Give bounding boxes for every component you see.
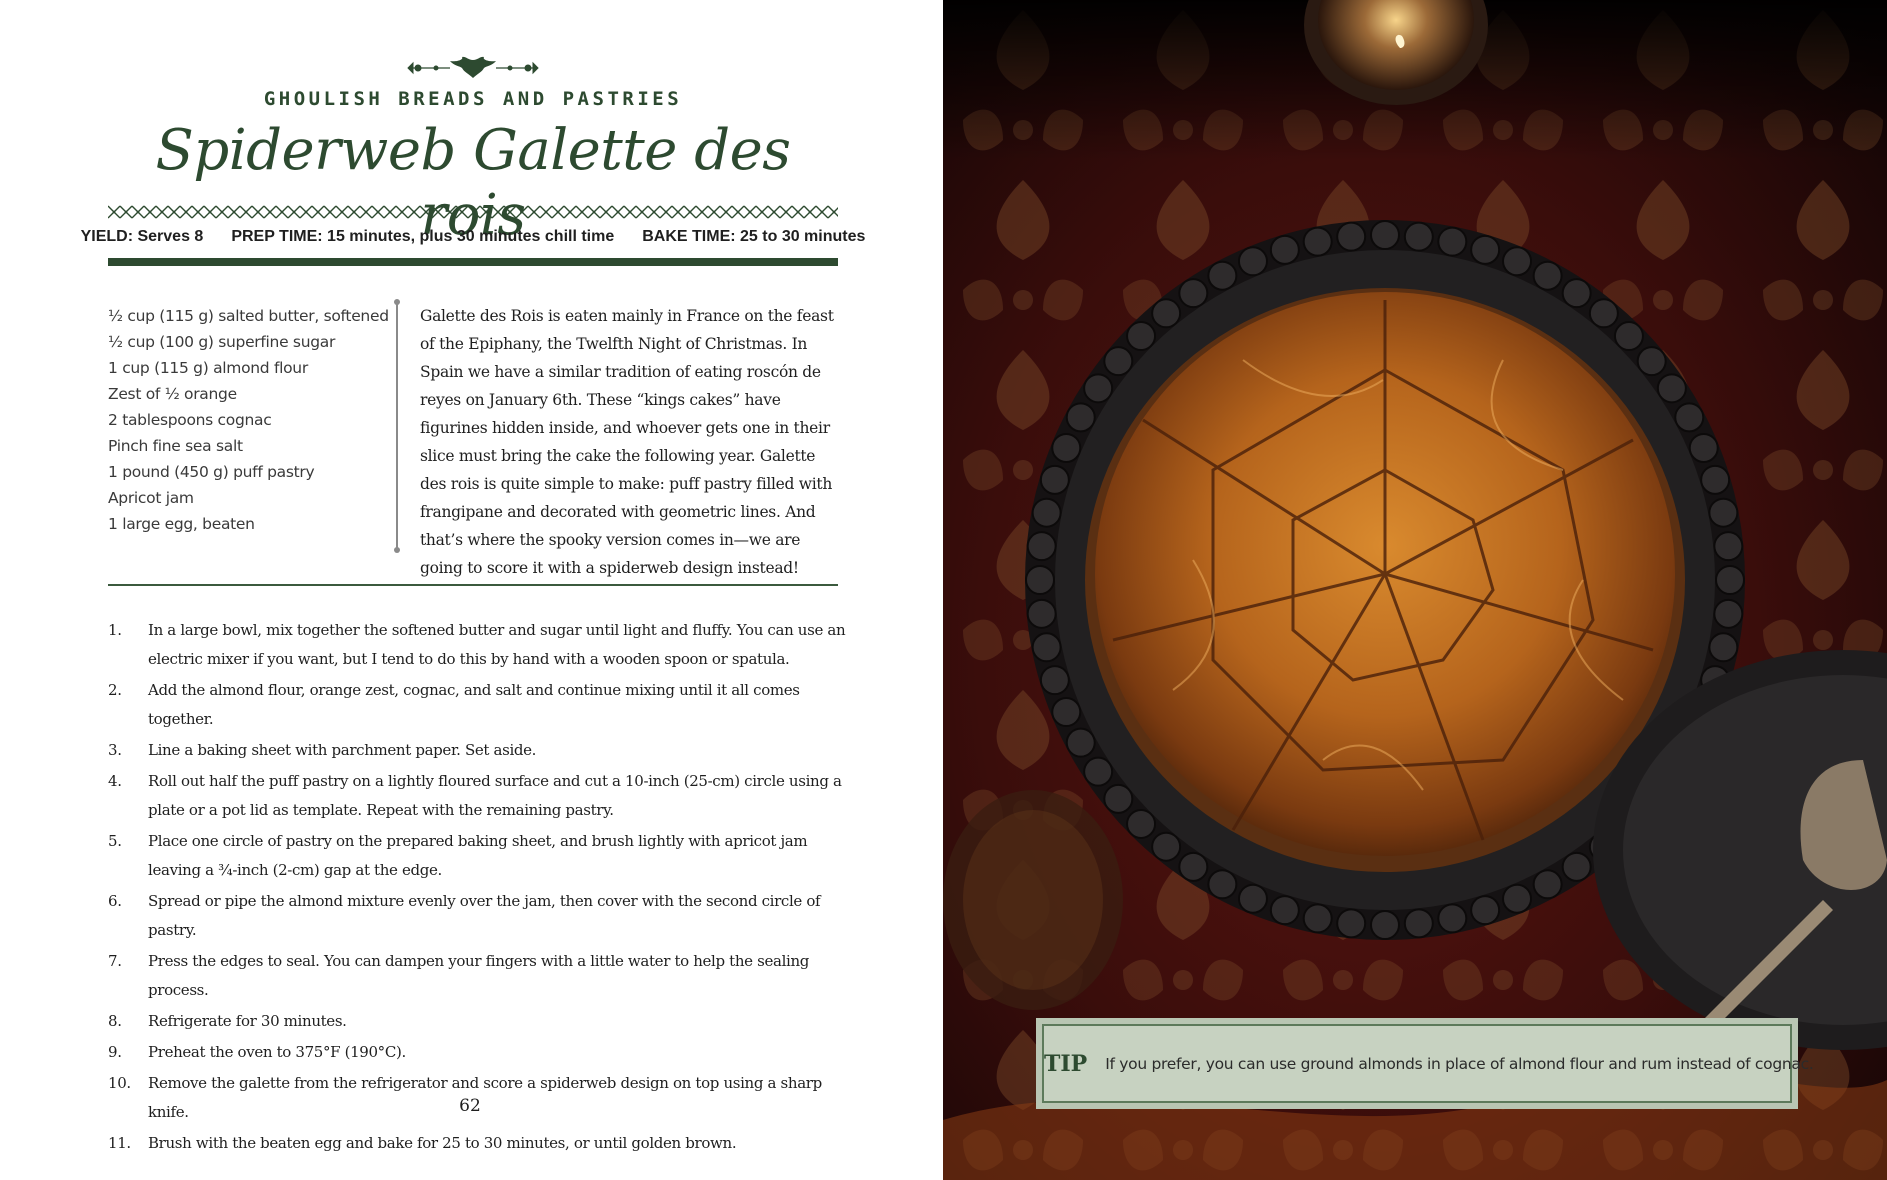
tray-bead xyxy=(1067,729,1095,757)
meta-divider xyxy=(108,258,838,266)
step-text: Refrigerate for 30 minutes. xyxy=(148,1012,347,1030)
step-text: Preheat the oven to 375°F (190°C). xyxy=(148,1043,406,1061)
ingredient-item: 1 large egg, beaten xyxy=(108,515,255,533)
tray-bead xyxy=(1563,279,1591,307)
recipe-page xyxy=(0,0,943,1180)
tray-bead xyxy=(1534,870,1562,898)
tray-bead xyxy=(1152,833,1180,861)
step-number: 4. xyxy=(108,772,122,790)
step-item xyxy=(108,1129,848,1158)
step-item xyxy=(108,736,848,765)
step-text: Remove the galette from the refrigerator and score a spiderweb design on top using a sharp knife. xyxy=(148,1074,822,1121)
tray-bead xyxy=(1304,228,1332,256)
tray-bead xyxy=(1033,499,1061,527)
tray-bead xyxy=(1041,666,1069,694)
method-steps xyxy=(108,616,848,1160)
step-item xyxy=(108,887,848,945)
tray-bead xyxy=(1127,810,1155,838)
tray-bead xyxy=(1271,896,1299,924)
step-number: 5. xyxy=(108,832,122,850)
tray-bead xyxy=(1084,374,1112,402)
tray-bead xyxy=(1709,499,1737,527)
ingredient-item: ½ cup (115 g) salted butter, softened xyxy=(108,307,389,325)
tray-bead xyxy=(1052,434,1080,462)
bat-ornament-icon xyxy=(404,54,542,82)
tray-bead xyxy=(1041,466,1069,494)
step-text: Place one circle of pastry on the prepared baking sheet, and brush lightly with apricot jam leaving a ¾-inch (2-cm) gap at the edge. xyxy=(148,832,808,879)
tray-bead xyxy=(1104,347,1132,375)
tray-bead xyxy=(1690,434,1718,462)
bake-time-text: BAKE TIME: 25 to 30 minutes xyxy=(642,228,866,245)
galette-photo xyxy=(943,0,1887,1180)
tray-bead xyxy=(1714,532,1742,560)
step-item xyxy=(108,947,848,1005)
step-item xyxy=(108,676,848,734)
intro-paragraph: Galette des Rois is eaten mainly in France on the feast of the Epiphany, the Twelfth Night of Christmas. In Spain we have a similar tradition of eating roscón de reyes on January 6th. These “kings cakes” have figurines hidden inside, and whoever gets one in their slice must bring the cake the following year. Galette des rois is quite simple to make: puff pastry filled with frangipane and decorated with geometric lines. And that’s where the spooky version comes in—we are going to score it with a spiderweb design instead! xyxy=(420,307,834,577)
tray-bead xyxy=(1405,909,1433,937)
tray-bead xyxy=(1028,532,1056,560)
tray-bead xyxy=(1503,885,1531,913)
tray-bead xyxy=(1067,403,1095,431)
tray-bead xyxy=(1638,347,1666,375)
tray-bead xyxy=(1471,896,1499,924)
step-number: 3. xyxy=(108,741,122,759)
section-divider xyxy=(108,584,838,586)
step-number: 11. xyxy=(108,1134,131,1152)
tray-bead xyxy=(1179,853,1207,881)
recipe-title: Spiderweb Galette des xyxy=(155,118,791,183)
tray-bead xyxy=(1033,633,1061,661)
tray-bead xyxy=(1208,870,1236,898)
step-number: 7. xyxy=(108,952,122,970)
step-number: 8. xyxy=(108,1012,122,1030)
step-text: Spread or pipe the almond mixture evenly over the jam, then cover with the second circle of pastry. xyxy=(148,892,821,939)
tray-bead xyxy=(1371,911,1399,939)
step-item xyxy=(108,767,848,825)
tray-bead xyxy=(1714,600,1742,628)
column-divider xyxy=(396,302,398,550)
ingredient-item: ½ cup (100 g) superfine sugar xyxy=(108,333,336,351)
tray-bead xyxy=(1438,228,1466,256)
tray-bead xyxy=(1028,600,1056,628)
tray-bead xyxy=(1152,299,1180,327)
tray-bead xyxy=(1701,466,1729,494)
tray-bead xyxy=(1675,403,1703,431)
tray-bead xyxy=(1208,262,1236,290)
tray-bead xyxy=(1590,299,1618,327)
tray-bead xyxy=(1563,853,1591,881)
step-item xyxy=(108,1007,848,1036)
step-text: In a large bowl, mix together the softened butter and sugar until light and fluffy. You can use an electric mixer if you want, but I tend to do this by hand with a wooden spoon or spatula. xyxy=(148,621,846,668)
tray-bead xyxy=(1405,223,1433,251)
step-text: Roll out half the puff pastry on a lightly floured surface and cut a 10-inch (25-cm) circle using a plate or a pot lid as template. Repeat with the remaining pastry. xyxy=(148,772,842,819)
tray-bead xyxy=(1179,279,1207,307)
ingredient-item: 1 pound (450 g) puff pastry xyxy=(108,463,315,481)
tray-bead xyxy=(1271,236,1299,264)
tray-bead xyxy=(1127,322,1155,350)
step-text: Brush with the beaten egg and bake for 25 to 30 minutes, or until golden brown. xyxy=(148,1134,737,1152)
tray-bead xyxy=(1716,566,1744,594)
ingredients-list xyxy=(108,303,388,537)
prep-time-text: PREP TIME: 15 minutes, plus 30 minutes chill time xyxy=(231,228,615,245)
ingredient-item: Apricot jam xyxy=(108,489,194,507)
tray-bead xyxy=(1534,262,1562,290)
tip-box-inner xyxy=(1042,1024,1814,1103)
decorative-pattern-band xyxy=(108,203,838,221)
ingredient-item: 2 tablespoons cognac xyxy=(108,411,272,429)
step-number: 1. xyxy=(108,621,122,639)
tip-text: If you prefer, you can use ground almonds in place of almond flour and rum instead of cognac. xyxy=(1105,1054,1814,1073)
tray-bead xyxy=(1709,633,1737,661)
tray-bead xyxy=(1304,904,1332,932)
ingredient-item: Pinch fine sea salt xyxy=(108,437,243,455)
tray-bead xyxy=(1337,223,1365,251)
step-number: 9. xyxy=(108,1043,122,1061)
chapter-title: GHOULISH BREADS AND PASTRIES xyxy=(263,88,683,110)
tip-box xyxy=(1036,1018,1814,1109)
tray-bead xyxy=(1658,374,1686,402)
step-number: 10. xyxy=(108,1074,131,1092)
tray-bead xyxy=(1026,566,1054,594)
step-text: Press the edges to seal. You can dampen your fingers with a little water to help the sealing process. xyxy=(148,952,810,999)
ingredient-item: Zest of ½ orange xyxy=(108,385,237,403)
recipe-meta xyxy=(80,224,866,250)
tray-bead xyxy=(1371,221,1399,249)
step-item xyxy=(108,616,848,674)
tray-bead xyxy=(1104,785,1132,813)
tray-bead xyxy=(1615,322,1643,350)
tray-bead xyxy=(1239,885,1267,913)
tip-label: TIP xyxy=(1044,1050,1088,1077)
yield-text: YIELD: Serves 8 xyxy=(80,228,204,245)
step-item xyxy=(108,827,848,885)
ingredient-item: 1 cup (115 g) almond flour xyxy=(108,359,308,377)
step-number: 2. xyxy=(108,681,122,699)
tray-bead xyxy=(1438,904,1466,932)
tray-bead xyxy=(1239,247,1267,275)
tray-bead xyxy=(1471,236,1499,264)
tray-bead xyxy=(1337,909,1365,937)
step-text: Add the almond flour, orange zest, cognac, and salt and continue mixing until it all comes together. xyxy=(148,681,800,728)
step-number: 6. xyxy=(108,892,122,910)
tray-bead xyxy=(1503,247,1531,275)
galette-photo-illustration xyxy=(943,0,1887,1180)
page-number: 62 xyxy=(459,1096,481,1116)
tray-bead xyxy=(1084,758,1112,786)
step-text: Line a baking sheet with parchment paper. Set aside. xyxy=(148,741,537,759)
tray-bead xyxy=(1052,698,1080,726)
step-item xyxy=(108,1038,848,1067)
